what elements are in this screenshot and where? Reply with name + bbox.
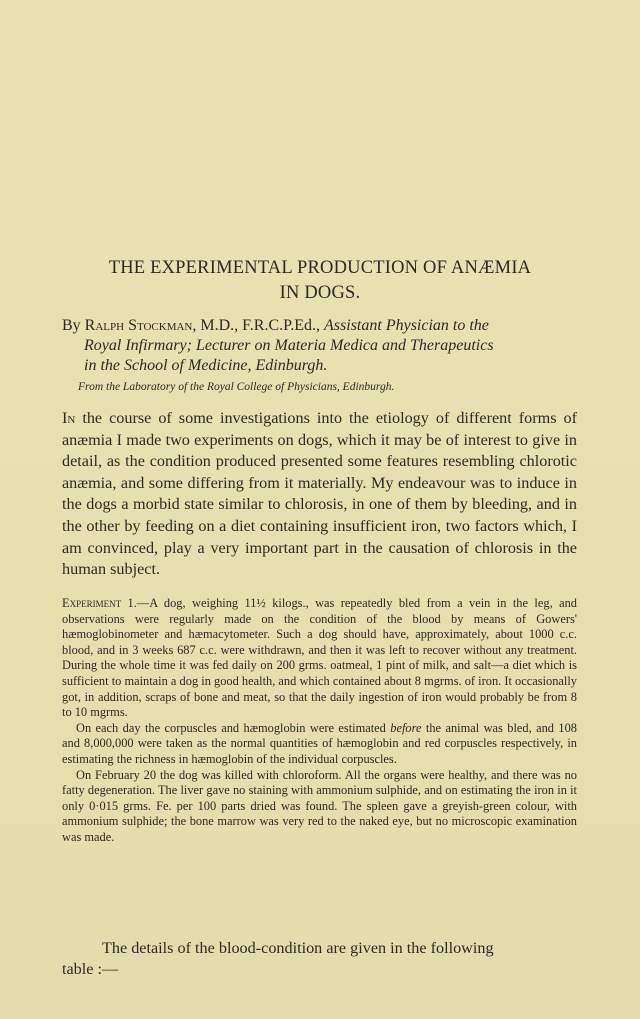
closing-line-1 xyxy=(62,938,577,959)
experiment-text-1: —A dog, weighing 11½ kilogs., was repeatedly bled from a vein in the leg, and observations were regularly made on the condition of the blood by means of Gowers' hæmoglobinometer and hæmacytometer. Such a dog should have, approximately, about 1000 c.c. blood, and in 3 weeks 687 c.c. were withdrawn, and then it was left to recover without any treatment. During the whole time it was fed daily on 200 grms. oatmeal, 1 pint of milk, and salt—a diet which is sufficient to maintain a dog in good health, and which contained about 8 mgrms. of iron. It occasionally got, in addition, scraps of bone and meat, so that the daily ingestion of iron would probably be from 8 to 10 mgrms. xyxy=(62,596,577,720)
experiment-label: Experiment 1. xyxy=(62,596,137,610)
closing-line-2: table :— xyxy=(62,960,119,978)
author-role-2: Royal Infirmary; Lecturer on Materia Medica and Therapeutics xyxy=(84,337,494,354)
closing-paragraph xyxy=(62,938,577,980)
author-role-3: in the School of Medicine, Edinburgh. xyxy=(84,357,328,374)
title-line-1: THE EXPERIMENTAL PRODUCTION OF ANÆMIA xyxy=(108,258,532,278)
byline-by: By xyxy=(62,317,81,334)
laboratory-note: From the Laboratory of the Royal College of Physicians, Edinburgh. xyxy=(78,381,395,393)
author-name: Ralph Stockman xyxy=(84,317,193,334)
intro-lead-word: In xyxy=(62,409,76,427)
intro-text: the course of some investigations into the etiology of different forms of anæmia I made two experiments on dogs, which it may be of interest to give in detail, as the condition produced presented some features resembling chlorotic anæmia, and some differing from it materially. My endeavour was to induce in the dogs a morbid state similar to chlorosis, in one of them by bleeding, and in the other by feeding on a diet containing insufficient iron, two factors which, I am convinced, play a very important part in the causation of chlorosis in the human subject. xyxy=(62,409,577,579)
experiment-paragraph-2 xyxy=(62,721,577,768)
experiment-text-2-italic: before xyxy=(390,720,422,735)
title-line-2: IN DOGS. xyxy=(279,283,361,303)
author-byline xyxy=(62,316,582,376)
intro-paragraph xyxy=(62,408,577,581)
author-degrees: , M.D., F.R.C.P.Ed., xyxy=(192,317,325,334)
experiment-paragraph-1 xyxy=(62,596,577,721)
experiment-section xyxy=(62,596,577,846)
experiment-paragraph-3: On February 20 the dog was killed with chloroform. All the organs were healthy, and there was no fatty degeneration. The liver gave no staining with ammonium sulphide, and on estimating the iron in it only 0·015 grms. Fe. per 100 parts dried was found. The spleen gave a greyish-green colour, with ammonium sulphide; the bone marrow was very red to the naked eye, but no microscopic examination was made. xyxy=(62,767,577,844)
author-role-1: Assistant Physician to the xyxy=(324,317,489,334)
byline-line-1 xyxy=(62,316,582,336)
experiment-text-2b: the animal was bled, and 108 and 8,000,000 were taken as the normal quantities of hæmoglobin and red corpuscles respectively, in estimating the richness in hæmoglobin of the individual corpuscles. xyxy=(62,720,577,766)
article-title xyxy=(0,256,640,306)
experiment-text-2a: On each day the corpuscles and hæmoglobin were estimated xyxy=(76,720,391,735)
closing-text-1: The details of the blood-condition are given in the following xyxy=(102,939,494,957)
